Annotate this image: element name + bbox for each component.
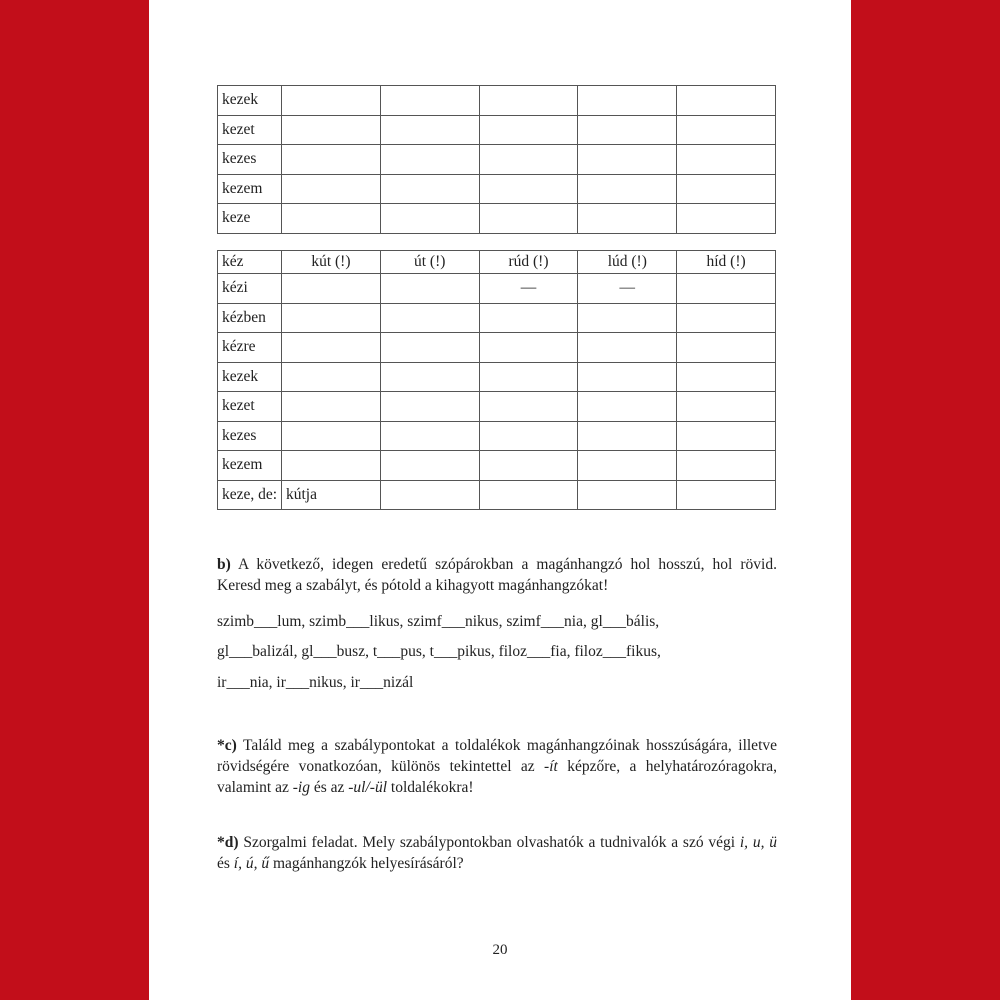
exercise-c-label: *c)	[217, 737, 237, 754]
table1-blank-cell	[578, 86, 677, 116]
table2-row	[218, 421, 776, 451]
table2-cell	[677, 392, 776, 422]
table1-blank-cell	[479, 204, 578, 234]
table2-cell	[578, 421, 677, 451]
exercise-b-words-line-1: szimb___lum, szimb___likus, szimf___nikus, szimf___nia, gl___bális,	[217, 613, 660, 630]
table1-blank-cell	[479, 174, 578, 204]
table1-blank-cell	[479, 86, 578, 116]
table1-blank-cell	[677, 174, 776, 204]
table2-header-cell: lúd (!)	[578, 251, 677, 274]
table2-cell	[677, 362, 776, 392]
table2-row-label: kézre	[218, 333, 282, 363]
exercise-b-label: b)	[217, 556, 231, 573]
table1-row-label: keze	[218, 204, 282, 234]
table2-row	[218, 392, 776, 422]
table1-row-label: kezek	[218, 86, 282, 116]
table2-cell	[380, 421, 479, 451]
table2-cell	[380, 333, 479, 363]
table2-cell: kútja	[282, 480, 381, 510]
table2-cell	[380, 274, 479, 304]
exercise-d-instruction: *d) Szorgalmi feladat. Mely szabálypontokban olvashatók a tudnivalók a szó végi i, u, ü és í, ú, ű magánhangzók helyesírásáról?	[217, 834, 777, 872]
table1-row	[218, 86, 776, 116]
table2-cell	[479, 362, 578, 392]
table2-cell	[282, 392, 381, 422]
table2-cell: —	[578, 274, 677, 304]
table1-blank-cell	[380, 115, 479, 145]
table2-row-label: keze, de:	[218, 480, 282, 510]
exercise-b-instruction: b) A következő, idegen eredetű szópárokban a magánhangzó hol hosszú, hol rövid. Keresd meg a szabályt, és pótold a kihagyott magánhangzókat!	[217, 556, 777, 594]
table2-row-label: kezes	[218, 421, 282, 451]
table1-blank-cell	[380, 174, 479, 204]
page-number: 20	[492, 942, 508, 958]
table1-blank-cell	[578, 204, 677, 234]
table2-cell	[282, 451, 381, 481]
table1-blank-cell	[282, 86, 381, 116]
table2-cell	[578, 303, 677, 333]
table2-cell	[578, 451, 677, 481]
table1-blank-cell	[578, 174, 677, 204]
exercise-d-label: *d)	[217, 834, 239, 851]
table2-cell	[479, 333, 578, 363]
table2-row-label: kezem	[218, 451, 282, 481]
table1-row-label: kezes	[218, 145, 282, 175]
table1-blank-cell	[578, 145, 677, 175]
table1-row	[218, 174, 776, 204]
table2-cell	[282, 362, 381, 392]
table2-row-label: kezek	[218, 362, 282, 392]
table2-cell	[380, 303, 479, 333]
table2-cell	[578, 392, 677, 422]
declension-table-keze	[217, 85, 776, 234]
table2-cell	[479, 421, 578, 451]
table1-row-label: kezem	[218, 174, 282, 204]
table1-blank-cell	[380, 204, 479, 234]
table1-blank-cell	[282, 115, 381, 145]
table2-header-cell: kéz	[218, 251, 282, 274]
table2-row	[218, 480, 776, 510]
table2-cell	[282, 303, 381, 333]
table2-header-row	[218, 251, 776, 274]
table1-blank-cell	[380, 145, 479, 175]
table1-row	[218, 145, 776, 175]
exercise-b-words-line-2: gl___balizál, gl___busz, t___pus, t___pikus, filoz___fia, filoz___fikus,	[217, 643, 661, 660]
table1-row	[218, 115, 776, 145]
table2-cell	[677, 421, 776, 451]
table2-header-cell: út (!)	[380, 251, 479, 274]
table1-row-label: kezet	[218, 115, 282, 145]
table2-cell	[380, 451, 479, 481]
table2-cell	[578, 480, 677, 510]
table1-blank-cell	[282, 145, 381, 175]
table1-blank-cell	[677, 115, 776, 145]
table1-blank-cell	[380, 86, 479, 116]
table1-blank-cell	[282, 204, 381, 234]
book-page	[149, 0, 851, 1000]
table2-cell	[578, 333, 677, 363]
table1-blank-cell	[479, 115, 578, 145]
table1-blank-cell	[479, 145, 578, 175]
table2-cell	[677, 303, 776, 333]
table2-row	[218, 274, 776, 304]
table2-cell	[380, 392, 479, 422]
table1-row	[218, 204, 776, 234]
table2-cell	[677, 451, 776, 481]
table2-row	[218, 333, 776, 363]
table2-header-cell: rúd (!)	[479, 251, 578, 274]
table2-cell	[677, 333, 776, 363]
table2-row-label: kezet	[218, 392, 282, 422]
table2-cell	[282, 421, 381, 451]
table2-row	[218, 362, 776, 392]
table2-cell	[578, 362, 677, 392]
table2-cell	[282, 333, 381, 363]
exercise-c-instruction: *c) Találd meg a szabálypontokat a toldalékok magánhangzóinak hosszúságára, illetve rövidségére vonatkozóan, különös tekintettel az -ít képzőre, a helyhatározóragokra, valamint az -ig és az -ul/-ül toldalékokra!	[217, 737, 777, 796]
table2-cell	[479, 303, 578, 333]
table1-blank-cell	[578, 115, 677, 145]
table2-cell: —	[479, 274, 578, 304]
table2-cell	[380, 362, 479, 392]
table2-row-label: kézben	[218, 303, 282, 333]
exercise-b-words-line-3: ir___nia, ir___nikus, ir___nizál	[217, 674, 414, 691]
table2-cell	[479, 392, 578, 422]
table2-header-cell: kút (!)	[282, 251, 381, 274]
table2-header-cell: híd (!)	[677, 251, 776, 274]
table1-blank-cell	[677, 86, 776, 116]
table2-cell	[380, 480, 479, 510]
declension-table-kez-kut	[217, 250, 776, 510]
table1-blank-cell	[282, 174, 381, 204]
table2-cell	[677, 274, 776, 304]
table2-row-label: kézi	[218, 274, 282, 304]
table2-row	[218, 303, 776, 333]
table1-blank-cell	[677, 204, 776, 234]
table2-cell	[479, 480, 578, 510]
table2-row	[218, 451, 776, 481]
table1-blank-cell	[677, 145, 776, 175]
table2-cell	[479, 451, 578, 481]
table2-cell	[677, 480, 776, 510]
table2-cell	[282, 274, 381, 304]
